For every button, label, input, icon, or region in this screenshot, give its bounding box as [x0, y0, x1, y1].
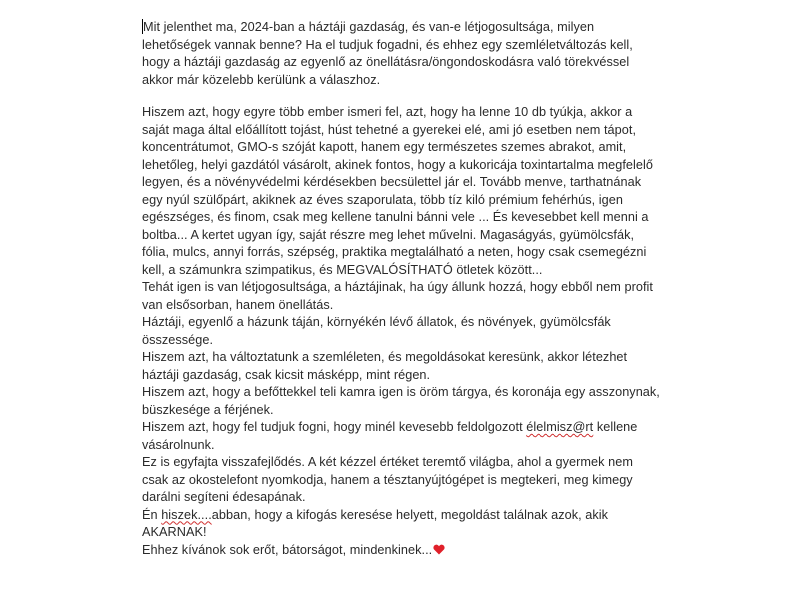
paragraph-1: Hiszem azt, hogy egyre több ember ismeri fel, azt, hogy ha lenne 10 db tyúkja, akkor a saját maga által előállított tojást, húst tehetné a gyerekei elé, ami jó esetben nem tápot, koncentrátumot, GMO-s szóját kapott, hanem egy természetes szemes abrakot, amit, lehetőleg, helyi gazdától vásárolt, akinek fontos, hogy a kukoricája toxintartalma megfelelő legyen, és a növényvédelmi kérdésekben becsülettel jár el. Tovább menve, tarthatnának egy nyúl szülőpárt, akiknek az éves szaporulata, több tíz kiló prémium fehérhús, igen egészséges, és finom, csak meg kellene tanulni bánni vele ... És kevesebbet kell menni a boltba... A kertet ugyan így, saját részre meg lehet művelni. Magaságyás, gyümölcsfák, fólia, mulcs, annyi forrás, szépség, praktika megtalálható a neten, hogy csak csemegézni kell, a számunkra szimpatikus, és MEGVALÓSÍTHATÓ ötletek között... [142, 105, 653, 277]
closing-text: Ehhez kívánok sok erőt, bátorságot, mindenkinek... [142, 542, 433, 557]
spellcheck-flagged-word[interactable]: élelmisz@rt [526, 420, 594, 434]
paragraph-8-text-end: abban, hogy a kifogás keresése helyett, megoldást találnak azok, akik AKARNAK! [142, 507, 609, 539]
spellcheck-flagged-word[interactable]: hiszek.... [161, 507, 212, 522]
paragraph-6-text-end: kellene vásárolnunk. [142, 420, 638, 452]
paragraph-6 [142, 419, 662, 454]
paragraph-8 [142, 507, 662, 542]
paragraph-5: Hiszem azt, hogy a befőttekkel teli kamra igen is öröm tárgya, és koronája egy asszonynak, büszkesége a férjének. [142, 385, 660, 417]
heart-icon [433, 543, 445, 561]
paragraph-3: Háztáji, egyenlő a házunk táján, környékén lévő állatok, és növények, gyümölcsfák összessége. [142, 315, 611, 347]
intro-paragraph [142, 19, 662, 89]
paragraph-9 [142, 542, 662, 561]
paragraph-8-text: Én [142, 507, 162, 522]
paragraph-4: Hiszem azt, ha változtatunk a szemléleten, és megoldásokat keresünk, akkor létezhet háztáji gazdaság, csak kicsit másképp, mint régen. [142, 350, 628, 382]
paragraph-2: Tehát igen is van létjogosultsága, a háztájinak, ha úgy állunk hozzá, hogy ebből nem profit van elsősorban, hanem önellátás. [142, 280, 653, 312]
intro-text: Mit jelenthet ma, 2024-ban a háztáji gazdaság, és van-e létjogosultsága, milyen lehetőségek vannak benne? Ha el tudjuk fogadni, és ehhez egy szemléletváltozás kell, hogy a háztáji gazdaság az egyenlő az önellátásra/öngondoskodásra való törekvéssel akkor már közelebb kerülünk a válaszhoz. [142, 20, 633, 87]
document-body[interactable] [142, 19, 662, 560]
paragraph-6-text: Hiszem azt, hogy fel tudjuk fogni, hogy minél kevesebb feldolgozott [142, 420, 527, 434]
paragraph-7: Ez is egyfajta visszafejlődés. A két kézzel értéket teremtő világba, ahol a gyermek nem csak az okostelefont nyomkodja, hanem a tésztanyújtógépet is megtekeri, meg kimegy darálni segíteni édesapának. [142, 455, 633, 504]
